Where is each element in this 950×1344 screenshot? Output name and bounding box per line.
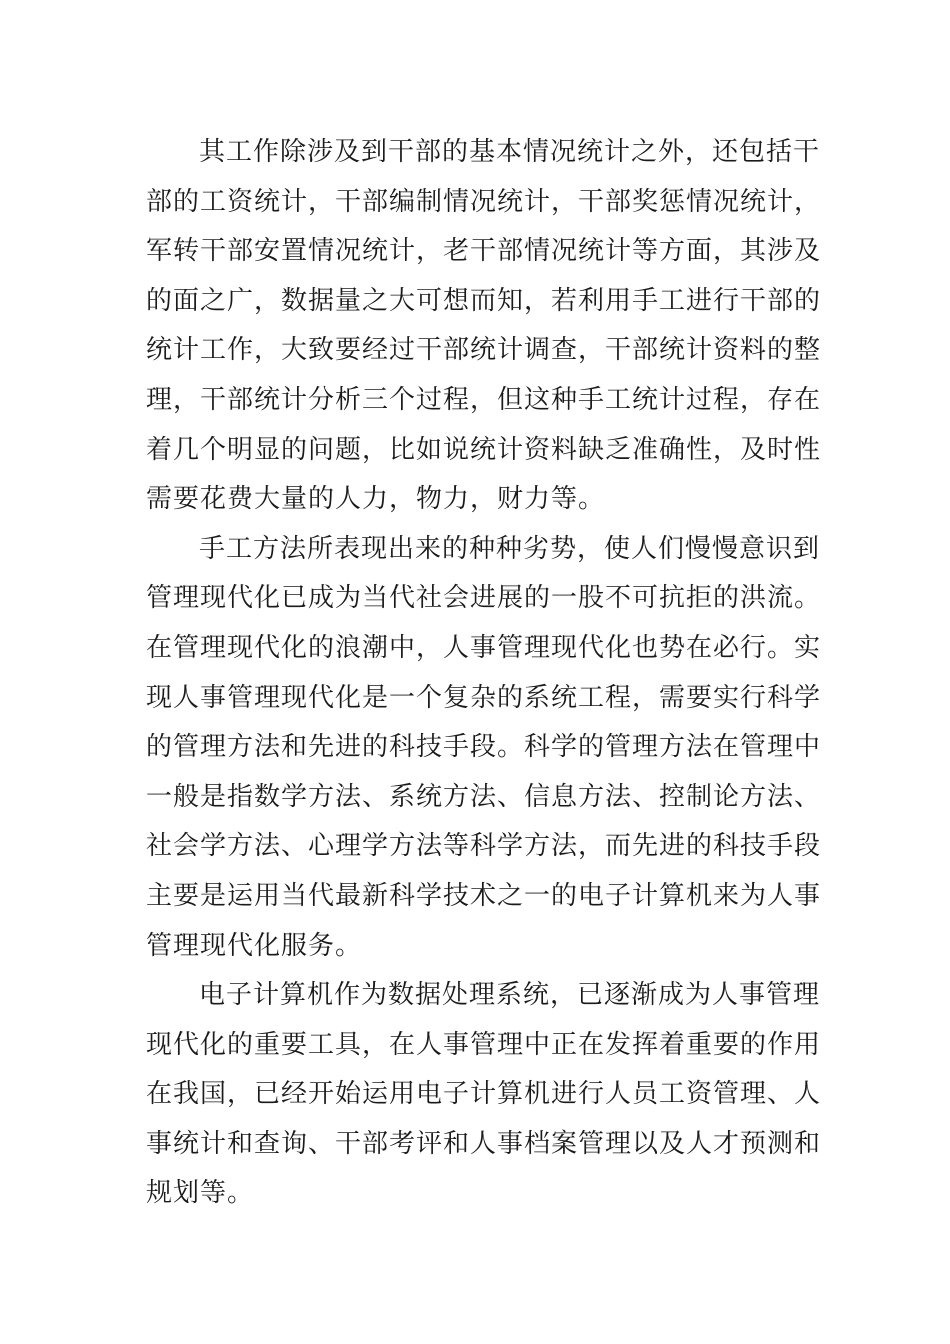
text-line: 现人事管理现代化是一个复杂的系统工程，需要实行科学 — [146, 682, 822, 713]
text-line: 军转干部安置情况统计，老干部情况统计等方面，其涉及 — [146, 236, 822, 267]
text-line: 在管理现代化的浪潮中，人事管理现代化也势在必行。实 — [146, 632, 822, 663]
text-line: 事统计和查询、干部考评和人事档案管理以及人才预测和 — [146, 1128, 822, 1159]
paragraph-1 — [146, 128, 822, 525]
text-line: 管理现代化服务。 — [146, 930, 363, 961]
body-text — [146, 128, 822, 1219]
paragraph-3 — [146, 971, 822, 1219]
text-line: 在我国，已经开始运用电子计算机进行人员工资管理、人 — [146, 1079, 822, 1110]
text-line: 其工作除涉及到干部的基本情况统计之外，还包括干 — [199, 137, 821, 167]
text-line: 社会学方法、心理学方法等科学方法，而先进的科技手段 — [146, 831, 822, 862]
text-line: 的面之广，数据量之大可想而知，若利用手工进行干部的 — [146, 285, 822, 316]
text-line: 现代化的重要工具，在人事管理中正在发挥着重要的作用 — [146, 1029, 822, 1060]
text-line: 部的工资统计，干部编制情况统计，干部奖惩情况统计， — [146, 186, 822, 217]
text-line: 主要是运用当代最新科学技术之一的电子计算机来为人事 — [146, 880, 822, 911]
text-line: 理，干部统计分析三个过程，但这种手工统计过程，存在 — [146, 384, 822, 415]
text-line: 统计工作，大致要经过干部统计调查，干部统计资料的整 — [146, 335, 822, 366]
paragraph-2 — [146, 525, 822, 971]
text-line: 电子计算机作为数据处理系统，已逐渐成为人事管理 — [199, 980, 821, 1011]
text-line: 规划等。 — [146, 1178, 255, 1209]
text-line: 着几个明显的问题，比如说统计资料缺乏准确性，及时性 — [146, 434, 822, 465]
text-line: 需要花费大量的人力，物力，财力等。 — [146, 484, 606, 515]
text-line: 一般是指数学方法、系统方法、信息方法、控制论方法、 — [146, 781, 822, 812]
text-line: 的管理方法和先进的科技手段。科学的管理方法在管理中 — [146, 732, 822, 763]
text-line: 手工方法所表现出来的种种劣势，使人们慢慢意识到 — [199, 533, 821, 564]
text-line: 管理现代化已成为当代社会进展的一股不可抗拒的洪流。 — [146, 583, 822, 614]
